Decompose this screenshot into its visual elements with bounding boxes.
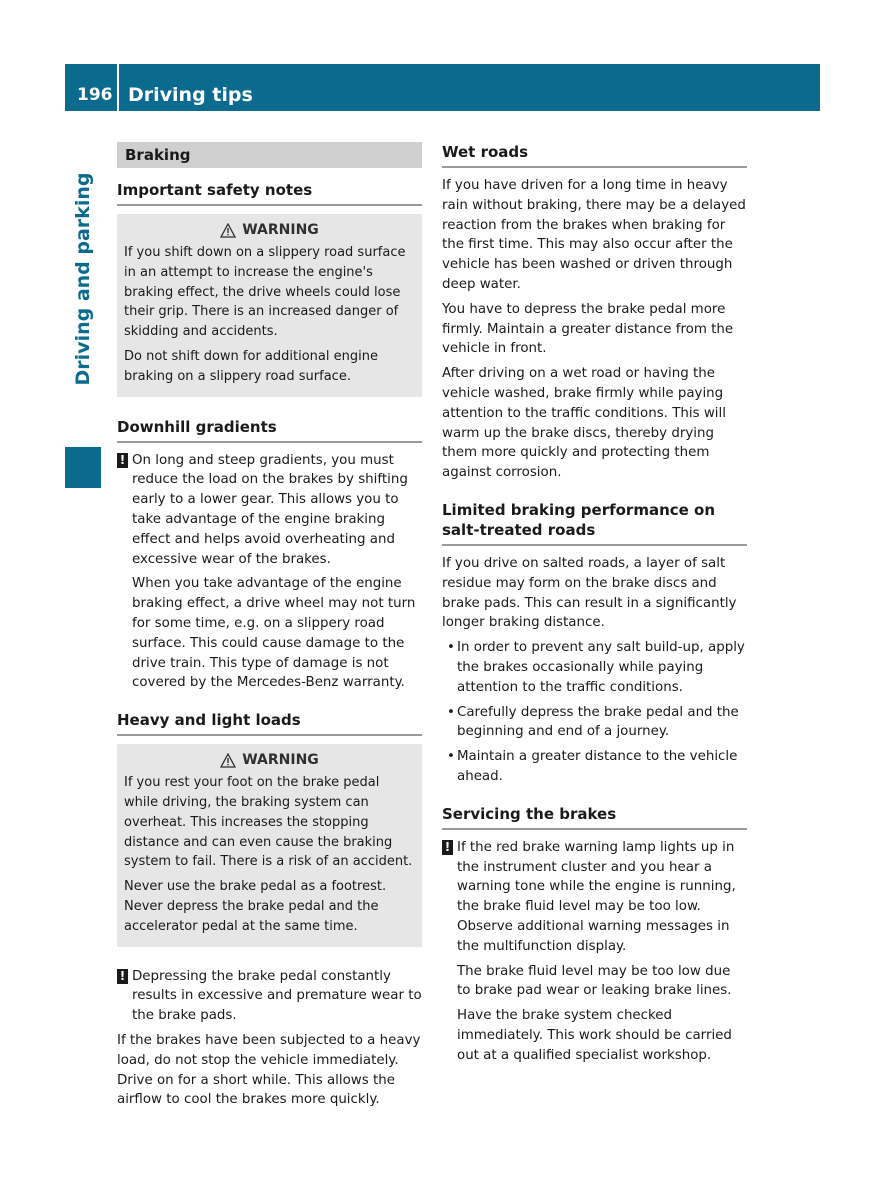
- header-title: Driving tips: [128, 84, 253, 106]
- note-text: When you take advantage of the engine braking effect, a drive wheel may not turn for some time, e.g. on a slippery road surface. This could cause damage to the drive train. This type of damage is not covered by the Mercedes-Benz warranty.: [132, 576, 416, 691]
- warning-box: [117, 744, 422, 946]
- warning-triangle-icon: [220, 753, 236, 768]
- heading-salt-roads: Limited braking performance on salt-treated roads: [442, 500, 747, 546]
- section-title: Braking: [117, 142, 422, 168]
- warning-box: [117, 214, 422, 397]
- heading-downhill: Downhill gradients: [117, 417, 422, 443]
- side-tab-text: Driving and parking: [72, 172, 94, 386]
- note-text: On long and steep gradients, you must reduce the load on the brakes by shifting early to a lower gear. This allows you to take advantage of the engine braking effect and helps avoid overheating and excessive wear of the brakes.: [132, 452, 408, 567]
- right-column: [442, 142, 747, 1070]
- exclamation-icon: !: [117, 453, 128, 468]
- note-text: The brake fluid level may be too low due to brake pad wear or leaking brake lines.: [457, 963, 732, 999]
- warning-label: WARNING: [242, 752, 319, 769]
- warning-title: [124, 750, 415, 770]
- paragraph: If you drive on salted roads, a layer of salt residue may form on the brake discs and brake pads. This can result in a significantly longer braking distance.: [442, 555, 737, 631]
- warning-text: Do not shift down for additional engine braking on a slippery road surface.: [124, 348, 378, 384]
- note-text: Depressing the brake pedal constantly results in excessive and premature wear to the brake pads.: [132, 968, 422, 1024]
- warning-triangle-icon: [220, 223, 236, 238]
- note-block: [442, 838, 747, 1066]
- bullet-item: • Carefully depress the brake pedal and the beginning and end of a journey.: [442, 703, 747, 743]
- note-text: If the red brake warning lamp lights up in the instrument cluster and you hear a warning tone while the engine is running, the brake fluid level may be too low. Observe additional warning messages in the multifunction display.: [457, 839, 736, 954]
- warning-text: If you rest your foot on the brake pedal while driving, the braking system can overheat. This increases the stopping distance and can even cause the braking system to fail. There is a risk of an accident.: [124, 775, 413, 870]
- exclamation-icon: !: [117, 969, 128, 984]
- heading-safety-notes: Important safety notes: [117, 180, 422, 206]
- paragraph: If you have driven for a long time in heavy rain without braking, there may be a delayed reaction from the brakes when braking for the first time. This may also occur after the vehicle has been washed or driven through deep water.: [442, 178, 746, 292]
- page-header: [65, 64, 820, 111]
- note-text: Have the brake system checked immediately. This work should be carried out at a qualified specialist workshop.: [457, 1008, 732, 1063]
- exclamation-icon: !: [442, 840, 453, 855]
- heading-wet-roads: Wet roads: [442, 142, 747, 168]
- warning-text: Never use the brake pedal as a footrest. Never depress the brake pedal and the accelerator pedal at the same time.: [124, 879, 387, 934]
- left-column: [117, 142, 422, 1115]
- bullet-item: • Maintain a greater distance to the vehicle ahead.: [442, 747, 747, 787]
- paragraph: You have to depress the brake pedal more firmly. Maintain a greater distance from the vehicle in front.: [442, 301, 734, 357]
- warning-label: WARNING: [242, 222, 319, 238]
- warning-title: [124, 220, 415, 240]
- paragraph: If the brakes have been subjected to a heavy load, do not stop the vehicle immediately. Drive on for a short while. This allows the airflow to cool the brakes more quickly.: [117, 1032, 421, 1108]
- header-divider: [117, 64, 119, 111]
- note-block: [117, 967, 422, 1026]
- heading-loads: Heavy and light loads: [117, 710, 422, 736]
- bullet-item: • In order to prevent any salt build-up, apply the brakes occasionally while paying attention to the traffic conditions.: [442, 638, 747, 697]
- paragraph: After driving on a wet road or having the vehicle washed, brake firmly while paying attention to the traffic conditions. This will warm up the brake discs, thereby drying them more quickly and protecting them against corrosion.: [442, 366, 726, 481]
- warning-text: If you shift down on a slippery road surface in an attempt to increase the engine's braking effect, the drive wheels could lose their grip. There is an increased danger of skidding and accidents.: [124, 245, 406, 340]
- note-block: [117, 451, 422, 694]
- side-tab-label: [65, 111, 101, 447]
- page-number: 196: [77, 85, 113, 105]
- heading-servicing: Servicing the brakes: [442, 804, 747, 830]
